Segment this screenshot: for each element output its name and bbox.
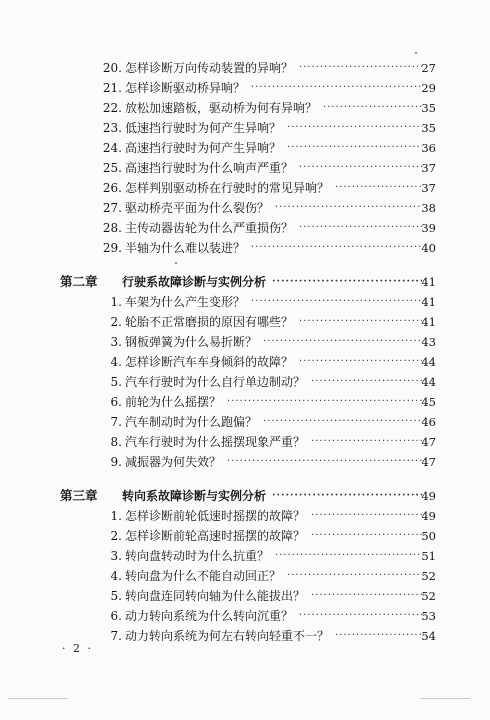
entry-number: 28. [102, 221, 122, 235]
entry-number: 25. [102, 161, 122, 175]
scan-speck [415, 52, 417, 54]
entry-number: 29. [102, 241, 122, 255]
entry-page: 27 [421, 61, 436, 75]
entry-page: 44 [421, 355, 436, 369]
entry-page: 49 [421, 509, 436, 523]
chapter-heading [0, 486, 490, 506]
entry-number: 4. [110, 569, 122, 583]
entry-number: 27. [102, 201, 122, 215]
toc-entry [0, 352, 490, 372]
entry-title: 动力转向系统为什么转向沉重？ [125, 609, 294, 623]
entry-page: 35 [421, 101, 436, 115]
entry-page: 35 [421, 121, 436, 135]
entry-title: 怎样诊断前轮高速时摇摆的故障？ [125, 529, 306, 543]
leader-dots [263, 412, 422, 432]
toc-entry [0, 58, 490, 78]
leader-dots [272, 272, 422, 292]
toc-entry [0, 546, 490, 566]
entry-title: 高速挡行驶时为什么响声严重？ [125, 161, 294, 175]
entry-number: 8. [110, 435, 122, 449]
scan-speck [175, 262, 177, 264]
chapter-heading [0, 272, 490, 292]
leader-dots [311, 506, 422, 526]
toc-entry [0, 118, 490, 138]
entry-page: 52 [421, 589, 436, 603]
entry-page: 39 [421, 221, 436, 235]
toc-entry [0, 412, 490, 432]
toc-entry [0, 198, 490, 218]
leader-dots [275, 546, 422, 566]
entry-page: 51 [421, 549, 436, 563]
leader-dots [323, 98, 422, 118]
entry-number: 6. [110, 395, 122, 409]
entry-page: 50 [421, 529, 436, 543]
toc-entry [0, 566, 490, 586]
toc-entry [0, 452, 490, 472]
leader-dots [311, 432, 422, 452]
entry-number: 5. [110, 375, 122, 389]
entry-number: 20. [102, 61, 122, 75]
leader-dots [299, 352, 422, 372]
entry-page: 47 [421, 435, 436, 449]
entry-title: 转向盘为什么不能自动回正？ [125, 569, 282, 583]
entry-title: 轮胎不正常磨损的原因有哪些？ [125, 315, 294, 329]
entry-title: 低速挡行驶时为何产生异响？ [125, 121, 282, 135]
entry-title: 钢板弹簧为什么易折断？ [125, 335, 258, 349]
entry-title: 怎样诊断前轮低速时摇摆的故障？ [125, 509, 306, 523]
entry-title: 怎样诊断汽车车身倾斜的故障？ [125, 355, 294, 369]
entry-title: 前轮为什么摇摆？ [125, 395, 222, 409]
scan-noise [420, 698, 470, 699]
toc-entry [0, 138, 490, 158]
entry-page: 38 [421, 201, 436, 215]
entry-number: 23. [102, 121, 122, 135]
leader-dots [287, 566, 422, 586]
entry-title: 怎样判别驱动桥在行驶时的常见异响？ [125, 181, 330, 195]
leader-dots [227, 392, 422, 412]
entry-number: 6. [110, 609, 122, 623]
leader-dots [335, 178, 422, 198]
entry-number: 24. [102, 141, 122, 155]
toc-entry [0, 292, 490, 312]
toc-entry [0, 78, 490, 98]
entry-title: 车架为什么产生变形？ [125, 295, 246, 309]
entry-page: 47 [421, 455, 436, 469]
scan-noise [8, 698, 68, 699]
toc-entry [0, 586, 490, 606]
entry-number: 9. [110, 455, 122, 469]
entry-number: 4. [110, 355, 122, 369]
entry-title: 减振器为何失效？ [125, 455, 222, 469]
leader-dots [287, 118, 422, 138]
page-number-footer: · 2 · [62, 642, 93, 655]
entry-title: 汽车制动时为什么跑偏？ [125, 415, 258, 429]
entry-page: 53 [421, 609, 436, 623]
entry-page: 40 [421, 241, 436, 255]
entry-number: 26. [102, 181, 122, 195]
chapter-title: 转向系故障诊断与实例分析 [122, 489, 267, 503]
chapter-page: 41 [421, 275, 436, 289]
leader-dots [311, 526, 422, 546]
chapter-page: 49 [421, 489, 436, 503]
entry-number: 3. [110, 335, 122, 349]
leader-dots [299, 58, 422, 78]
toc-entry [0, 432, 490, 452]
leader-dots [299, 606, 422, 626]
toc-entry [0, 238, 490, 258]
entry-title: 高速挡行驶时为何产生异响？ [125, 141, 282, 155]
toc-entry [0, 158, 490, 178]
entry-number: 22. [102, 101, 122, 115]
leader-dots [251, 78, 422, 98]
entry-number: 5. [110, 589, 122, 603]
entry-title: 主传动器齿轮为什么严重损伤？ [125, 221, 294, 235]
entry-page: 44 [421, 375, 436, 389]
entry-page: 37 [421, 181, 436, 195]
entry-number: 21. [102, 81, 122, 95]
entry-title: 汽车行驶时为什么自行单边制动？ [125, 375, 306, 389]
entry-title: 驱动桥壳平面为什么裂伤？ [125, 201, 270, 215]
leader-dots [299, 158, 422, 178]
chapter-number: 第二章 [60, 274, 98, 289]
toc-entry [0, 332, 490, 352]
entry-page: 52 [421, 569, 436, 583]
leader-dots [227, 452, 422, 472]
leader-dots [272, 486, 422, 506]
entry-title: 动力转向系统为何左右转向轻重不一？ [125, 629, 330, 643]
entry-page: 54 [421, 629, 436, 643]
entry-page: 36 [421, 141, 436, 155]
leader-dots [311, 372, 422, 392]
entry-number: 7. [110, 415, 122, 429]
toc-entry [0, 372, 490, 392]
toc-entry [0, 392, 490, 412]
entry-number: 1. [110, 509, 122, 523]
toc-entry [0, 98, 490, 118]
entry-title: 半轴为什么难以装进？ [125, 241, 246, 255]
toc-entry [0, 312, 490, 332]
toc-entry [0, 526, 490, 546]
toc-entry [0, 606, 490, 626]
entry-page: 29 [421, 81, 436, 95]
leader-dots [275, 198, 422, 218]
entry-number: 2. [110, 529, 122, 543]
entry-number: 1. [110, 295, 122, 309]
leader-dots [251, 292, 422, 312]
toc-entry [0, 506, 490, 526]
entry-number: 3. [110, 549, 122, 563]
entry-page: 43 [421, 335, 436, 349]
entry-page: 46 [421, 415, 436, 429]
entry-title: 汽车行驶时为什么摇摆现象严重？ [125, 435, 306, 449]
leader-dots [299, 218, 422, 238]
entry-title: 转向盘转动时为什么抗重？ [125, 549, 270, 563]
leader-dots [299, 312, 422, 332]
entry-title: 转向盘连同转向轴为什么能拔出？ [125, 589, 306, 603]
entry-title: 怎样诊断万向传动装置的异响？ [125, 61, 294, 75]
toc-entry [0, 178, 490, 198]
leader-dots [251, 238, 422, 258]
entry-page: 45 [421, 395, 436, 409]
chapter-title: 行驶系故障诊断与实例分析 [122, 275, 267, 289]
leader-dots [335, 626, 422, 646]
chapter-number: 第三章 [60, 488, 98, 503]
entry-title: 放松加速踏板，驱动桥为何有异响？ [125, 101, 318, 115]
entry-number: 2. [110, 315, 122, 329]
entry-page: 41 [421, 315, 436, 329]
leader-dots [263, 332, 422, 352]
entry-page: 37 [421, 161, 436, 175]
leader-dots [287, 138, 422, 158]
toc-entry [0, 218, 490, 238]
entry-title: 怎样诊断驱动桥异响？ [125, 81, 246, 95]
leader-dots [311, 586, 422, 606]
entry-number: 7. [110, 629, 122, 643]
entry-page: 41 [421, 295, 436, 309]
